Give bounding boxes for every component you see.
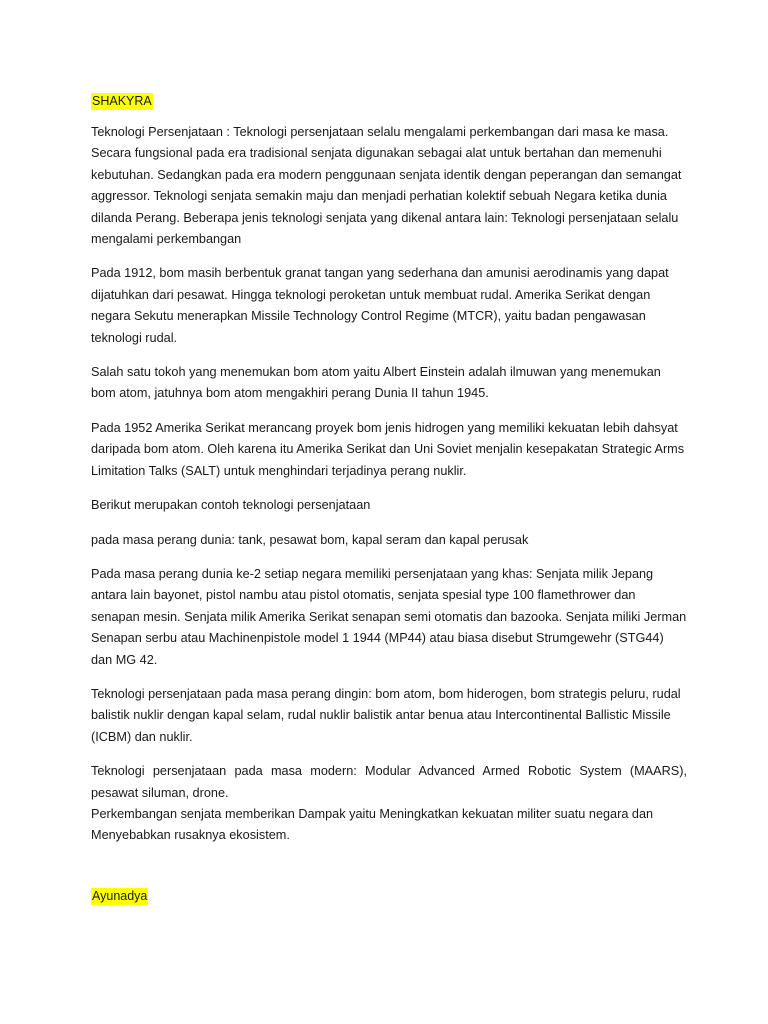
document-page bbox=[91, 92, 687, 847]
paragraph-modern: Teknologi persenjataan pada masa modern: Modular Advanced Armed Robotic System (MAARS), pesawat siluman, drone. bbox=[91, 764, 687, 800]
paragraph-cold-war: Teknologi persenjataan pada masa perang dingin: bom atom, bom hiderogen, bom strategis peluru, rudal balistik nuklir dengan kapal selam, rudal nuklir balistik antar benua atau Intercontinental Ballistic Missile (ICBM) dan nuklir. bbox=[91, 686, 681, 744]
author-heading-shakyra: SHAKYRA bbox=[92, 94, 152, 108]
paragraph-1952: Pada 1952 Amerika Serikat merancang proyek bom jenis hidrogen yang memiliki kekuatan lebih dahsyat daripada bom atom. Oleh karena itu Amerika Serikat dan Uni Soviet menjalin kesepakatan Strategic Arms Limitation Talks (SALT) untuk menghindari terjadinya perang nuklir. bbox=[91, 420, 685, 478]
paragraph-world-war: pada masa perang dunia: tank, pesawat bom, kapal seram dan kapal perusak bbox=[91, 532, 529, 547]
author-heading-ayunadya: Ayunadya bbox=[92, 889, 148, 903]
paragraph-impact: Perkembangan senjata memberikan Dampak yaitu Meningkatkan kekuatan militer suatu negara dan Menyebabkan rusaknya ekosistem. bbox=[91, 806, 654, 843]
paragraph-1912: Pada 1912, bom masih berbentuk granat tangan yang sederhana dan amunisi aerodinamis yang dapat dijatuhkan dari pesawat. Hingga teknologi peroketan untuk membuat rudal. Amerika Serikat dengan negara Sekutu menerapkan Missile Technology Control Regime (MTCR), yaitu badan pengawasan teknologi rudal. bbox=[91, 266, 669, 345]
paragraph-einstein: Salah satu tokoh yang menemukan bom atom yaitu Albert Einstein adalah ilmuwan yang menemukan bom atom, jatuhnya bom atom mengakhiri perang Dunia II tahun 1945. bbox=[91, 365, 661, 401]
paragraph-world-war-2: Pada masa perang dunia ke-2 setiap negara memiliki persenjataan yang khas: Senjata milik Jepang antara lain bayonet, pistol nambu atau pistol otomatis, senjata spesial type 100 flamethrower dan senapan mesin. Senjata milik Amerika Serikat senapan semi otomatis dan bazooka. Senjata miliki Jerman Senapan serbu atau Machinenpistole model 1 1944 (MP44) atau biasa disebut Strumgewehr (STG44) dan MG 42. bbox=[91, 566, 687, 667]
paragraph-examples-intro: Berikut merupakan contoh teknologi persenjataan bbox=[91, 498, 371, 513]
paragraph-intro: Teknologi Persenjataan : Teknologi persenjataan selalu mengalami perkembangan dari masa ke masa. Secara fungsional pada era tradisional senjata digunakan sebagai alat untuk bertahan dan memenuhi kebutuhan. Sedangkan pada era modern penggunaan senjata identik dengan peperangan dan semangat aggressor. Teknologi senjata semakin maju dan menjadi perhatian kolektif sebuah Negara ketika dunia dilanda Perang. Beberapa jenis teknologi senjata yang dikenal antara lain: Teknologi persenjataan selalu mengalami perkembangan bbox=[91, 125, 682, 247]
